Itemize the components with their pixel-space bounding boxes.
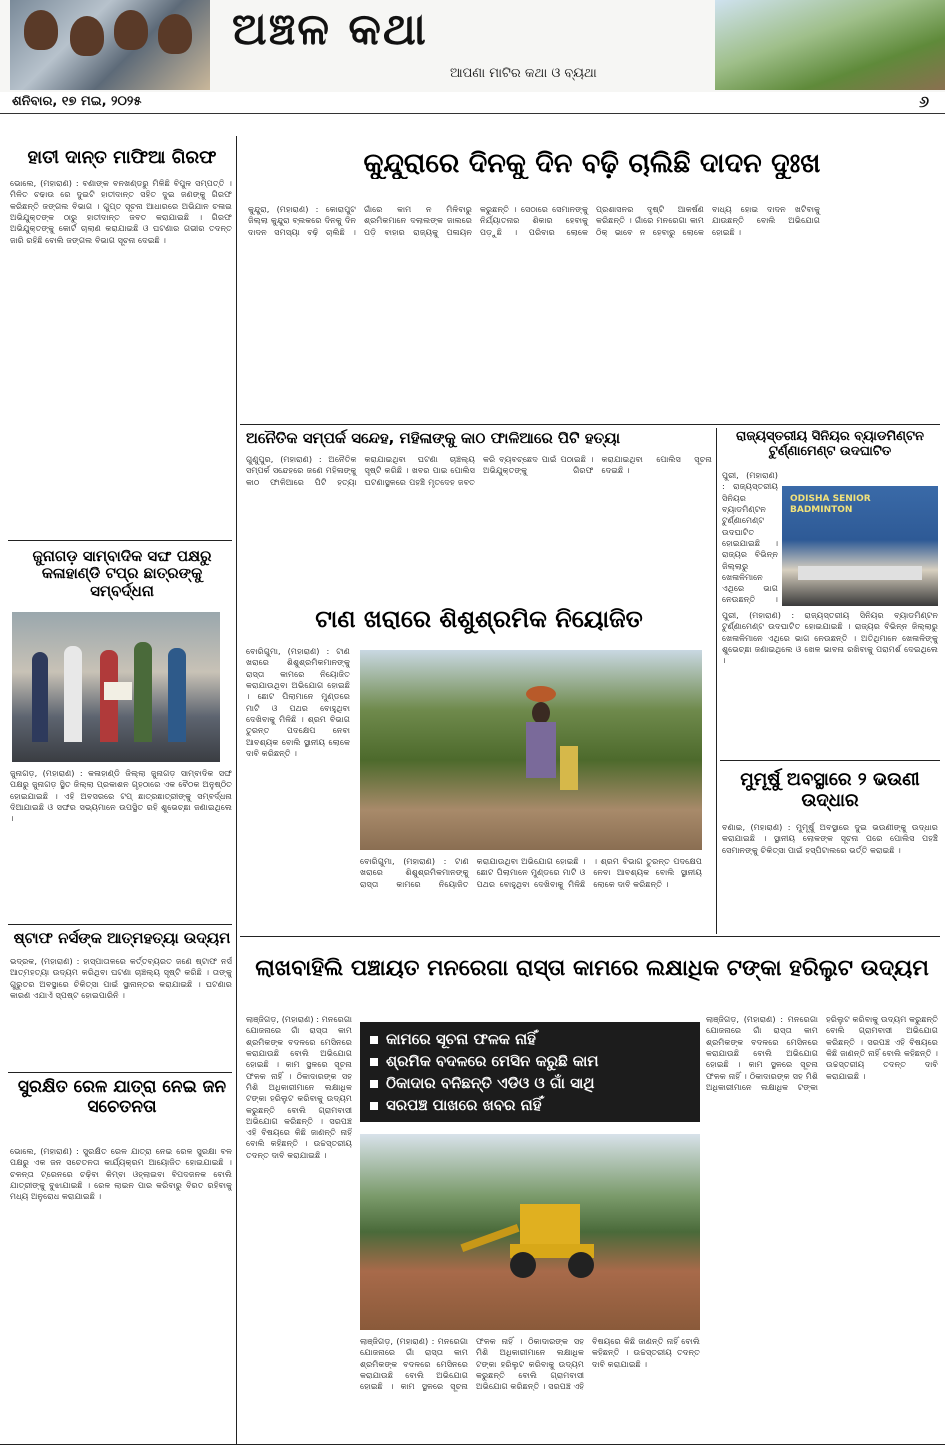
masthead-photo-village xyxy=(715,0,945,90)
headline-nurse-suicide: ଷ୍ଟାଫ ନର୍ସଙ୍କ ଆତ୍ମହତ୍ୟା ଉଦ୍ୟମ xyxy=(13,929,231,947)
highlight-item: ଠିକାଦାର ବନିଛନ୍ତି ଏଡିଓ ଓ ଗାଁ ସାଥି xyxy=(370,1072,690,1094)
body-mgnrega-right: ଲାଞ୍ଜିଗଡ଼, (ମହାରାଣ) : ମନରେଗା ଯୋଜନାରେ ଗାଁ ରାସ୍ତା କାମ ଶ୍ରମିକଙ୍କ ବଦଳରେ ମେସିନରେ କରାଯାଉଛି ବୋଲି ଅଭିଯୋଗ ହୋଇଛି । କାମ ସ୍ଥଳରେ ସୂଚନା ଫଳକ ନାହିଁ । ଠିକାଦାରଙ୍କ ସହ ମିଶି ଅଧିକାରୀମାନେ ଲକ୍ଷାଧିକ ଟଙ୍କା ହରିଲୁଟ କରିବାକୁ ଉଦ୍ୟମ କରୁଛନ୍ତି ବୋଲି ଗ୍ରାମବାସୀ ଅଭିଯୋଗ କରିଛନ୍ତି । ସରପଞ୍ଚ ଏହି ବିଷୟରେ କିଛି ଜାଣନ୍ତି ନାହିଁ ବୋଲି କହିଛନ୍ତି । ଉଚ୍ଚସ୍ତରୀୟ ତଦନ୍ତ ଦାବି କରାଯାଇଛି । xyxy=(706,1014,938,1092)
section-rule xyxy=(240,424,940,425)
page-number: ୬ xyxy=(918,92,929,111)
mgnrega-highlights-box xyxy=(360,1022,700,1122)
headline-ivory-mafia: ହାତୀ ଦାନ୍ତ ମାଫିଆ ଗିରଫ xyxy=(27,147,217,168)
headline-mgnrega: ଲାଖବାହିଲି ପଞ୍ଚାୟତ ମନରେଗା ରାସ୍ତା କାମରେ ଲକ୍ଷାଧିକ ଟଙ୍କା ହରିଲୁଟ ଉଦ୍ୟମ xyxy=(255,956,929,981)
body-child-labour-cont: ବୋରିଗୁମା, (ମହାରାଣ) : ଟାଣ ଖରାରେ ଶିଶୁଶ୍ରମିକମାନଙ୍କୁ ରାସ୍ତା କାମରେ ନିୟୋଜିତ କରାଯାଉଥିବା ଅଭିଯୋଗ ହୋଇଛି । ଛୋଟ ପିଲାମାନେ ମୁଣ୍ଡରେ ମାଟି ଓ ପଥର ବୋହୁଥିବା ଦେଖିବାକୁ ମିଳିଛି । ଶ୍ରମ ବିଭାଗ ତୁରନ୍ତ ପଦକ୍ଷେପ ନେବା ଆବଶ୍ୟକ ବୋଲି ସ୍ଥାନୀୟ ଲୋକେ ଦାବି କରିଛନ୍ତି । xyxy=(360,856,702,889)
body-journalist-felicitation: ଜୁନାଗଡ଼, (ମହାରାଣ) : କଳାହାଣ୍ଡି ଜିଲ୍ଲା ଜୁନାଗଡ଼ ସାମ୍ବାଦିକ ସଙ୍ଘ ପକ୍ଷରୁ ଜୁନାଗଡ଼ ସ୍ଥିତ ଜିଲ୍ଲା ପ୍ରକାଶନ ଗୃହଠାରେ ଏକ ବୈଠକ ଅନୁଷ୍ଠିତ ହୋଇଯାଇଛି । ଏହି ଅବସରରେ ଟପ୍ ଛାତ୍ରଛାତ୍ରୀଙ୍କୁ ସମ୍ବର୍ଦ୍ଧନା ଦିଆଯାଇଛି ଓ ସଙ୍ଘର ସଭ୍ୟମାନେ ଉପସ୍ଥିତ ରହି ଶୁଭେଚ୍ଛା ଜଣାଇଥିଲେ । xyxy=(10,768,232,824)
dateline xyxy=(0,92,945,114)
body-badminton: ପୁରୀ, (ମହାରାଣ) : ରାଜ୍ୟସ୍ତରୀୟ ସିନିୟର ବ୍ୟାଡମିଣ୍ଟନ ଟୁର୍ଣ୍ଣାମେଣ୍ଟ ଉଦଘାଟିତ ହୋଇଯାଇଛି । ରାଜ୍ୟର ବିଭିନ୍ନ ଜିଲ୍ଲାରୁ ଖେଳାଳିମାନେ ଏଥିରେ ଭାଗ ନେଉଛନ୍ତି । xyxy=(722,470,778,604)
section-rule xyxy=(8,1072,232,1073)
body-murder: ଗୁଣୁପୁର, (ମହାରାଣ) : ଅନୈତିକ ସମ୍ପର୍କ ସନ୍ଦେହରେ ଜଣେ ମହିଳାଙ୍କୁ କାଠ ଫାଳିଆରେ ପିଟି ହତ୍ୟା କରାଯାଇଥିବା ଘଟଣା ଚାଞ୍ଚଲ୍ୟ ସୃଷ୍ଟି କରିଛି । ଖବର ପାଇ ପୋଲିସ ଘଟଣାସ୍ଥଳରେ ପହଞ୍ଚି ମୃତଦେହ ଜବତ କରି ବ୍ୟବଚ୍ଛେଦ ପାଇଁ ପଠାଇଛି । ଅଭିଯୁକ୍ତଙ୍କୁ ଗିରଫ କରାଯାଇଥିବା ପୋଲିସ ସୂଚନା ଦେଇଛି । xyxy=(246,454,712,487)
body-mgnrega-photo-caption-cols: ଲାଞ୍ଜିଗଡ଼, (ମହାରାଣ) : ମନରେଗା ଯୋଜନାରେ ଗାଁ ରାସ୍ତା କାମ ଶ୍ରମିକଙ୍କ ବଦଳରେ ମେସିନରେ କରାଯାଉଛି ବୋଲି ଅଭିଯୋଗ ହୋଇଛି । କାମ ସ୍ଥଳରେ ସୂଚନା ଫଳକ ନାହିଁ । ଠିକାଦାରଙ୍କ ସହ ମିଶି ଅଧିକାରୀମାନେ ଲକ୍ଷାଧିକ ଟଙ୍କା ହରିଲୁଟ କରିବାକୁ ଉଦ୍ୟମ କରୁଛନ୍ତି ବୋଲି ଗ୍ରାମବାସୀ ଅଭିଯୋଗ କରିଛନ୍ତି । ସରପଞ୍ଚ ଏହି ବିଷୟରେ କିଛି ଜାଣନ୍ତି ନାହିଁ ବୋଲି କହିଛନ୍ତି । ଉଚ୍ଚସ୍ତରୀୟ ତଦନ୍ତ ଦାବି କରାଯାଇଛି । xyxy=(360,1336,700,1392)
headline-badminton: ରାଜ୍ୟସ୍ତରୀୟ ସିନିୟର ବ୍ୟାଡମିଣ୍ଟନ ଟୁର୍ଣ୍ଣାମେଣ୍ଟ ଉଦଘାଟିତ xyxy=(736,429,924,459)
photo-badminton xyxy=(782,486,938,606)
column-rule xyxy=(236,136,237,1444)
body-rail-safety: ଭୋଲେ, (ମହାରାଣ) : ସୁରକ୍ଷିତ ରେଳ ଯାତ୍ରା ନେଇ ରେଳ ସୁରକ୍ଷା ବଳ ପକ୍ଷରୁ ଏକ ଜନ ସଚେତନତା କାର୍ଯ୍ୟକ୍ରମ ଆୟୋଜିତ ହୋଇଯାଇଛି । ଚଳନ୍ତା ଟ୍ରେନରେ ଚଢ଼ିବା କିମ୍ବା ଓହ୍ଲାଇବା ବିପଦଜନକ ବୋଲି ଯାତ୍ରୀଙ୍କୁ ବୁଝାଯାଇଛି । ରେଳ ଲାଇନ ପାର କରିବାରୁ ବିରତ ରହିବାକୁ ମଧ୍ୟ ଅନୁରୋଧ କରାଯାଇଛି । xyxy=(10,1146,232,1202)
headline-sisters-rescue: ମୁମୂର୍ଷୁ ଅବସ୍ଥାରେ ୨ ଭଉଣୀ ଉଦ୍ଧାର xyxy=(740,769,920,811)
body-nurse-suicide: ଭଦ୍ରକ, (ମହାରାଣ) : ହାସ୍ପାତାଳରେ କର୍ତ୍ତବ୍ୟରତ ଜଣେ ଷ୍ଟାଫ ନର୍ସ ଆତ୍ମହତ୍ୟା ଉଦ୍ୟମ କରିଥିବା ଘଟଣା ଚାଞ୍ଚଲ୍ୟ ସୃଷ୍ଟି କରିଛି । ତାଙ୍କୁ ଗୁରୁତର ଅବସ୍ଥାରେ ଚିକିତ୍ସା ପାଇଁ ସ୍ଥାନାନ୍ତର କରାଯାଇଛି । ଘଟଣାର କାରଣ ଏଯାଏଁ ସ୍ପଷ୍ଟ ହୋଇପାରିନି । xyxy=(10,956,232,1000)
headline-journalist-felicitation: ଜୁନାଗଡ଼ ସାମ୍ବାଦିକ ସଙ୍ଘ ପକ୍ଷରୁ କଳାହାଣ୍ଡି ଟପ୍‌ର ଛାତ୍ରଙ୍କୁ ସମ୍ବର୍ଦ୍ଧନା xyxy=(32,547,212,600)
headline-dadan: କୁନ୍ଦୁରାରେ ଦିନକୁ ଦିନ ବଢ଼ି ଚାଲିଛି ଦାଦନ ଦୁଃଖ xyxy=(363,148,821,179)
photo-excavator xyxy=(360,1134,700,1330)
issue-date: ଶନିବାର, ୧୭ ମଇ, ୨୦୨୫ xyxy=(12,94,142,109)
body-dadan: କୁନ୍ଦୁରା, (ମହାରାଣ) : କୋରାପୁଟ ଜିଲ୍ଲା କୁନ୍ଦୁରା ବ୍ଲକରେ ଦିନକୁ ଦିନ ଦାଦନ ସମସ୍ୟା ବଢ଼ି ଚାଲିଛି । ଗାଁରେ କାମ ନ ମିଳିବାରୁ ଶ୍ରମିକମାନେ ଦଲାଲଙ୍କ ଜାଲରେ ପଡ଼ି ବାହାର ରାଜ୍ୟକୁ ପଳାୟନ କରୁଛନ୍ତି । ସେଠାରେ ସେମାନଙ୍କୁ ନିର୍ଯ୍ୟାତନାର ଶିକାର ହେବାକୁ ପଡ଼ୁଛି । ପରିବାର ଲୋକେ ପ୍ରଶାସନର ଦୃଷ୍ଟି ଆକର୍ଷଣ କରିଛନ୍ତି । ଗାଁରେ ମନରେଗା କାମ ଠିକ୍ ଭାବେ ନ ହେବାରୁ ଲୋକେ ବାଧ୍ୟ ହୋଇ ଦାଦନ ଖଟିବାକୁ ଯାଉଛନ୍ତି ବୋଲି ଅଭିଯୋଗ ହୋଇଛି । xyxy=(248,204,820,237)
body-ivory-mafia: ଭୋଲେ, (ମହାରାଣ) : ବଣାଙ୍କ ବନଖଣ୍ଡରୁ ମିଳିଛି ବିପୁଳ ସମ୍ପତ୍ତି । ମିଳିତ ଚଢାଉ ରେ ଦୁଇଟି ହାତୀଦାନ୍ତ ସହିତ ଦୁଇ ଜଣଙ୍କୁ ଗିରଫ କରିଛନ୍ତି ଜଙ୍ଗଲ ବିଭାଗ । ଗୁପ୍ତ ସୂଚନା ଆଧାରରେ ଅଭିଯାନ ଚଳାଇ ଅଭିଯୁକ୍ତଙ୍କ ଠାରୁ ହାତୀଦାନ୍ତ ଜବତ କରାଯାଇଛି । ଗିରଫ ଅଭିଯୁକ୍ତଙ୍କୁ କୋର୍ଟ ଚାଲାଣ କରାଯାଇଛି ଓ ଘଟଣାର ଗଭୀର ତଦନ୍ତ ଜାରି ରହିଛି ବୋଲି ଜଙ୍ଗଲ ବିଭାଗ ସୂଚନା ଦେଇଛି । xyxy=(10,178,232,245)
section-rule xyxy=(8,924,232,925)
body-mgnrega-col1: ଲାଞ୍ଜିଗଡ଼, (ମହାରାଣ) : ମନରେଗା ଯୋଜନାରେ ଗାଁ ରାସ୍ତା କାମ ଶ୍ରମିକଙ୍କ ବଦଳରେ ମେସିନରେ କରାଯାଉଛି ବୋଲି ଅଭିଯୋଗ ହୋଇଛି । କାମ ସ୍ଥଳରେ ସୂଚନା ଫଳକ ନାହିଁ । ଠିକାଦାରଙ୍କ ସହ ମିଶି ଅଧିକାରୀମାନେ ଲକ୍ଷାଧିକ ଟଙ୍କା ହରିଲୁଟ କରିବାକୁ ଉଦ୍ୟମ କରୁଛନ୍ତି ବୋଲି ଗ୍ରାମବାସୀ ଅଭିଯୋଗ କରିଛନ୍ତି । ସରପଞ୍ଚ ଏହି ବିଷୟରେ କିଛି ଜାଣନ୍ତି ନାହିଁ ବୋଲି କହିଛନ୍ତି । ଉଚ୍ଚସ୍ତରୀୟ ତଦନ୍ତ ଦାବି କରାଯାଇଛି । xyxy=(246,1014,352,1160)
headline-rail-safety: ସୁରକ୍ଷିତ ରେଳ ଯାତ୍ରା ନେଇ ଜନ ସଚେତନତା xyxy=(17,1077,227,1117)
masthead-photo-children xyxy=(10,0,210,90)
photo-child-labour xyxy=(360,650,702,850)
page-bottom-rule xyxy=(0,1444,945,1445)
banner-text: ODISHA SENIOR BADMINTON xyxy=(790,494,871,515)
section-rule xyxy=(8,540,232,541)
headline-child-labour: ଟାଣ ଖରାରେ ଶିଶୁଶ୍ରମିକ ନିୟୋଜିତ xyxy=(315,606,643,633)
body-badminton-cont: ପୁରୀ, (ମହାରାଣ) : ରାଜ୍ୟସ୍ତରୀୟ ସିନିୟର ବ୍ୟାଡମିଣ୍ଟନ ଟୁର୍ଣ୍ଣାମେଣ୍ଟ ଉଦଘାଟିତ ହୋଇଯାଇଛି । ରାଜ୍ୟର ବିଭିନ୍ନ ଜିଲ୍ଲାରୁ ଖେଳାଳିମାନେ ଏଥିରେ ଭାଗ ନେଉଛନ୍ତି । ଅତିଥିମାନେ ଖେଳାଳିଙ୍କୁ ଶୁଭେଚ୍ଛା ଜଣାଇଥିଲେ ଓ ଖେଳ ଭାବନା ରଖିବାକୁ ପରାମର୍ଶ ଦେଇଥିଲେ । xyxy=(722,610,938,666)
body-sisters-rescue: ବଣାଇ, (ମହାରାଣ) : ମୁମୂର୍ଷୁ ଅବସ୍ଥାରେ ଦୁଇ ଭଉଣୀଙ୍କୁ ଉଦ୍ଧାର କରାଯାଇଛି । ସ୍ଥାନୀୟ ଲୋକଙ୍କ ସୂଚନା ପରେ ପୋଲିସ ପହଞ୍ଚି ସେମାନଙ୍କୁ ଚିକିତ୍ସା ପାଇଁ ହସ୍ପିଟାଲରେ ଭର୍ତ୍ତି କରାଇଛି । xyxy=(722,822,938,855)
masthead-tagline: ଆପଣା ମାଟିର କଥା ଓ ବ୍ୟଥା xyxy=(450,66,597,81)
highlight-item: କାମରେ ସୂଚନା ଫଳକ ନାହିଁ xyxy=(370,1028,690,1050)
highlight-item: ସରପଞ୍ଚ ପାଖରେ ଖବର ନାହିଁ xyxy=(370,1094,690,1116)
section-rule xyxy=(720,760,940,761)
headline-murder: ଅନୈତିକ ସମ୍ପର୍କ ସନ୍ଦେହ, ମହିଳାଙ୍କୁ କାଠ ଫାଳିଆରେ ପିଟି ହତ୍ୟା xyxy=(246,429,620,447)
photo-felicitation xyxy=(12,612,220,762)
body-child-labour: ବୋରିଗୁମା, (ମହାରାଣ) : ଟାଣ ଖରାରେ ଶିଶୁଶ୍ରମିକମାନଙ୍କୁ ରାସ୍ତା କାମରେ ନିୟୋଜିତ କରାଯାଉଥିବା ଅଭିଯୋଗ ହୋଇଛି । ଛୋଟ ପିଲାମାନେ ମୁଣ୍ଡରେ ମାଟି ଓ ପଥର ବୋହୁଥିବା ଦେଖିବାକୁ ମିଳିଛି । ଶ୍ରମ ବିଭାଗ ତୁରନ୍ତ ପଦକ୍ଷେପ ନେବା ଆବଶ୍ୟକ ବୋଲି ସ୍ଥାନୀୟ ଲୋକେ ଦାବି କରିଛନ୍ତି । xyxy=(246,646,350,758)
masthead xyxy=(0,0,945,92)
column-rule xyxy=(716,428,717,934)
highlight-item: ଶ୍ରମିକ ବଦଳରେ ମେସିନ କରୁଛି କାମ xyxy=(370,1050,690,1072)
section-rule xyxy=(240,936,940,937)
masthead-title: ଅଞ୍ଚଳ କଥା xyxy=(232,4,428,55)
